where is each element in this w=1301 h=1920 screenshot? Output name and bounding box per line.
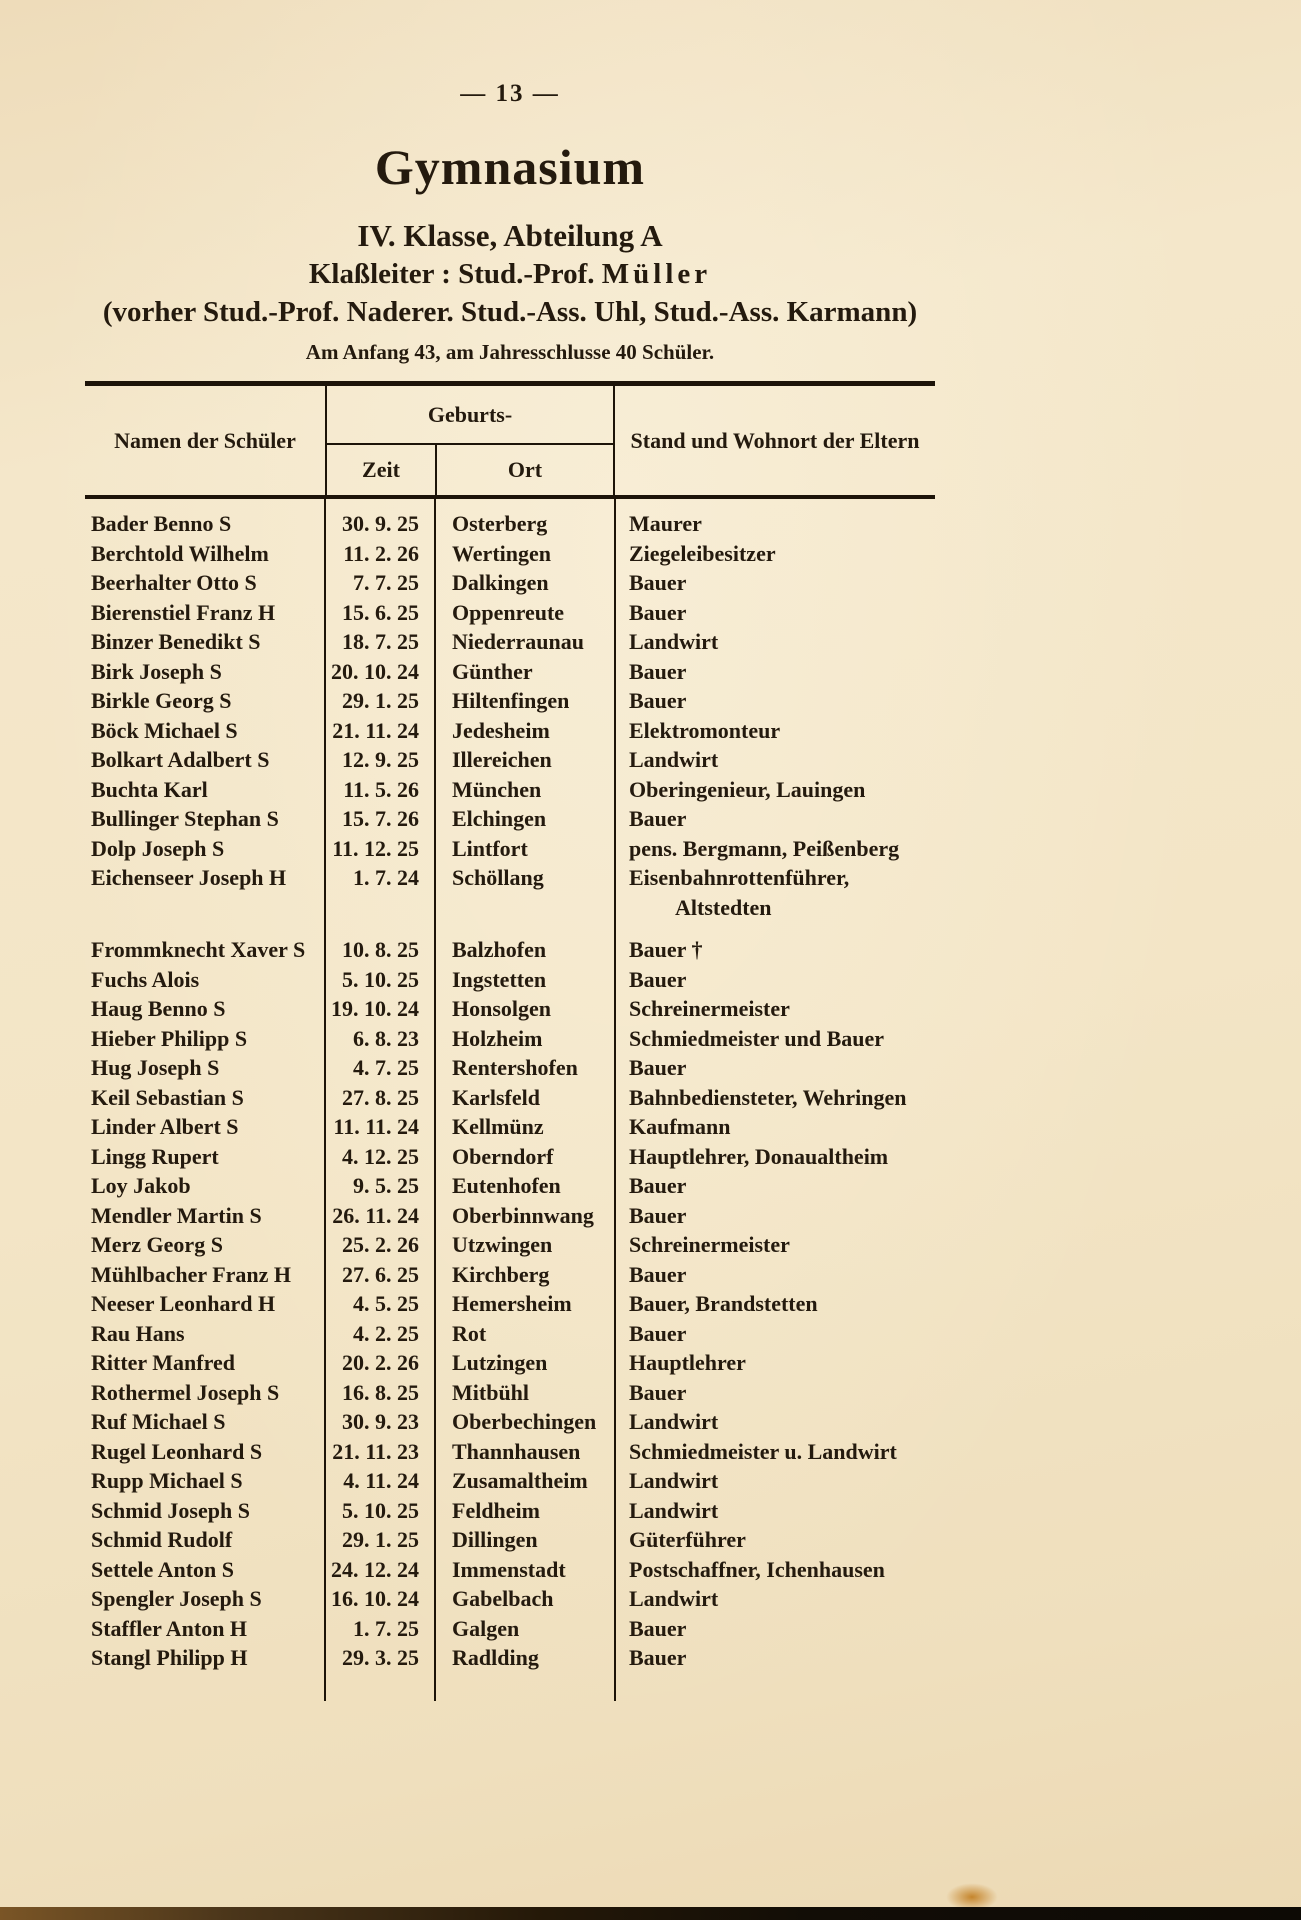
birth-date-cell: 4. 5. 25 <box>353 1291 419 1316</box>
table-row <box>85 1171 935 1201</box>
birth-place-cell: Galgen <box>452 1615 520 1641</box>
birth-date-cell: 10. 8. 25 <box>342 937 419 962</box>
birth-place-cell: Kirchberg <box>452 1261 550 1287</box>
class-subtitle: IV. Klasse, Abteilung A <box>357 218 663 253</box>
student-name-cell: Bierenstiel Franz H <box>91 599 276 625</box>
birth-date-cell: 1. 7. 24 <box>353 865 419 890</box>
parents-cell: Güterführer <box>629 1527 746 1552</box>
table-row <box>85 1348 935 1378</box>
table-row <box>85 1496 935 1526</box>
table-row <box>85 539 935 569</box>
parents-cell: Bauer <box>629 1173 687 1198</box>
birth-place-cell: Ingstetten <box>452 966 547 992</box>
birth-place-cell: Wertingen <box>452 540 551 566</box>
table-row <box>85 657 935 687</box>
birth-date-cell: 29. 1. 25 <box>342 688 419 713</box>
birth-place-cell: Gabelbach <box>452 1586 554 1611</box>
birth-place-cell: Karlsfeld <box>452 1084 540 1110</box>
birth-place-cell: München <box>452 776 542 802</box>
table-row <box>85 1584 935 1614</box>
birth-place-cell: Osterberg <box>452 511 548 536</box>
birth-date-cell: 11. 2. 26 <box>343 540 419 566</box>
student-name-cell: Hug Joseph S <box>91 1055 220 1080</box>
birth-date-cell: 24. 12. 24 <box>331 1556 419 1582</box>
student-name-cell: Ritter Manfred <box>91 1350 235 1375</box>
student-name-cell: Loy Jakob <box>91 1173 191 1198</box>
table-row <box>85 627 935 657</box>
table-row <box>85 1289 935 1319</box>
parents-cell: Bauer <box>629 658 687 684</box>
parents-cell: Kaufmann <box>629 1114 731 1139</box>
student-name-cell: Bader Benno S <box>91 511 232 536</box>
birth-date-cell: 15. 6. 25 <box>342 599 419 625</box>
birth-date-cell: 20. 2. 26 <box>342 1350 419 1375</box>
table-row <box>85 1260 935 1290</box>
birth-date-cell: 6. 8. 23 <box>353 1025 419 1051</box>
table-row <box>85 1437 935 1467</box>
birth-place-cell: Utzwingen <box>452 1232 553 1257</box>
table-row <box>85 509 935 539</box>
birth-place-cell: Balzhofen <box>452 937 547 962</box>
birth-date-cell: 4. 7. 25 <box>353 1055 419 1080</box>
parents-cell: Hauptlehrer, Donaualtheim <box>629 1143 889 1169</box>
table-row <box>85 1053 935 1083</box>
column-rule <box>434 499 436 1701</box>
class-teacher-name: Müller <box>601 258 712 290</box>
birth-date-cell: 5. 10. 25 <box>342 966 419 992</box>
table-row <box>85 935 935 965</box>
student-name-cell: Spengler Joseph S <box>91 1586 262 1611</box>
student-name-cell: Berchtold Wilhelm <box>91 540 269 566</box>
table-row <box>85 568 935 598</box>
birth-place-cell: Illereichen <box>452 747 552 772</box>
birth-place-cell: Honsolgen <box>452 996 552 1021</box>
page-content <box>85 0 935 1920</box>
student-name-cell: Stangl Philipp H <box>91 1645 248 1670</box>
parents-cell: Schmiedmeister u. Landwirt <box>629 1438 897 1464</box>
scan-edge-shadow <box>0 1907 1301 1920</box>
student-name-cell: Ruf Michael S <box>91 1409 226 1434</box>
table-row <box>85 804 935 834</box>
column-header-birth-time: Zeit <box>327 445 437 495</box>
table-row <box>85 716 935 746</box>
birth-date-cell: 12. 9. 25 <box>342 747 419 772</box>
student-count-line: Am Anfang 43, am Jahresschlusse 40 Schüler. <box>305 340 715 364</box>
student-name-cell: Merz Georg S <box>91 1232 223 1257</box>
table-row <box>85 1466 935 1496</box>
student-name-cell: Staffler Anton H <box>91 1615 248 1641</box>
parents-cell: Bauer <box>629 688 687 713</box>
doc-title: Gymnasium <box>374 139 646 195</box>
birth-date-cell: 19. 10. 24 <box>331 996 419 1021</box>
parents-cell: Landwirt <box>629 1497 719 1523</box>
page-number: — 13 — <box>460 80 560 107</box>
birth-date-cell: 26. 11. 24 <box>332 1202 419 1228</box>
birth-subcolumns <box>327 445 613 495</box>
student-name-cell: Buchta Karl <box>91 776 208 802</box>
birth-date-cell: 21. 11. 24 <box>332 717 419 743</box>
table-row <box>85 775 935 805</box>
student-name-cell: Bolkart Adalbert S <box>91 747 270 772</box>
student-name-cell: Schmid Rudolf <box>91 1527 233 1552</box>
student-name-cell: Neeser Leonhard H <box>91 1291 276 1316</box>
table-row <box>85 1319 935 1349</box>
birth-date-cell: 30. 9. 23 <box>342 1409 419 1434</box>
birth-place-cell: Lintfort <box>452 835 528 861</box>
parents-cell: Schreinermeister <box>629 1232 790 1257</box>
parents-cell: Bauer <box>629 806 687 831</box>
parents-cell: Bauer <box>629 1320 687 1346</box>
student-name-cell: Böck Michael S <box>91 717 238 743</box>
table-row <box>85 1407 935 1437</box>
student-name-cell: Eichenseer Joseph H <box>91 865 287 890</box>
student-name-cell: Hieber Philipp S <box>91 1025 248 1051</box>
student-name-cell: Rothermel Joseph S <box>91 1379 280 1405</box>
table-body <box>85 499 935 1701</box>
parents-cell: Landwirt <box>629 629 719 654</box>
birth-date-cell: 4. 2. 25 <box>353 1320 419 1346</box>
birth-place-cell: Holzheim <box>452 1025 543 1051</box>
birth-date-cell: 21. 11. 23 <box>332 1438 419 1464</box>
birth-date-cell: 4. 12. 25 <box>342 1143 419 1169</box>
birth-date-cell: 20. 10. 24 <box>331 658 419 684</box>
birth-date-cell: 7. 7. 25 <box>353 570 419 595</box>
birth-place-cell: Kellmünz <box>452 1114 544 1139</box>
parents-cell: Ziegeleibesitzer <box>629 540 776 566</box>
table-row <box>85 1201 935 1231</box>
table-row <box>85 1643 935 1673</box>
birth-date-cell: 11. 12. 25 <box>332 835 419 861</box>
birth-place-cell: Dalkingen <box>452 570 549 595</box>
birth-date-cell: 9. 5. 25 <box>353 1173 419 1198</box>
column-group-birth <box>325 386 615 495</box>
birth-date-cell: 27. 6. 25 <box>342 1261 419 1287</box>
table-row <box>85 1525 935 1555</box>
birth-date-cell: 27. 8. 25 <box>342 1084 419 1110</box>
birth-place-cell: Oberbechingen <box>452 1409 597 1434</box>
table-row <box>85 1112 935 1142</box>
birth-place-cell: Mitbühl <box>452 1379 530 1405</box>
birth-date-cell: 25. 2. 26 <box>342 1232 419 1257</box>
birth-date-cell: 16. 10. 24 <box>331 1586 419 1611</box>
birth-date-cell: 5. 10. 25 <box>342 1497 419 1523</box>
birth-place-cell: Elchingen <box>452 806 547 831</box>
parents-cell: Eisenbahnrottenführer, Altstedten <box>629 865 850 920</box>
birth-date-cell: 29. 3. 25 <box>342 1645 419 1670</box>
students-table <box>85 381 935 1701</box>
birth-date-cell: 30. 9. 25 <box>342 511 419 536</box>
parents-cell: Bauer, Brandstetten <box>629 1291 818 1316</box>
class-teacher-line <box>85 258 935 291</box>
table-row <box>85 1230 935 1260</box>
column-header-parents: Stand und Wohnort der Eltern <box>630 427 920 453</box>
parents-cell: Bauer <box>629 1645 687 1670</box>
birth-place-cell: Hiltenfingen <box>452 688 570 713</box>
birth-place-cell: Günther <box>452 658 533 684</box>
table-row <box>85 598 935 628</box>
parents-cell: Landwirt <box>629 747 719 772</box>
column-rule <box>324 499 326 1701</box>
table-row <box>85 1378 935 1408</box>
student-name-cell: Lingg Rupert <box>91 1143 219 1169</box>
birth-place-cell: Niederraunau <box>452 629 584 654</box>
parents-cell: Bauer <box>629 966 687 992</box>
student-name-cell: Linder Albert S <box>91 1114 239 1139</box>
table-header <box>85 381 935 499</box>
parents-cell: Elektromonteur <box>629 717 781 743</box>
birth-place-cell: Lutzingen <box>452 1350 548 1375</box>
student-name-cell: Rupp Michael S <box>91 1468 243 1493</box>
birth-date-cell: 15. 7. 26 <box>342 806 419 831</box>
column-header-names: Namen der Schüler <box>114 427 296 453</box>
birth-place-cell: Feldheim <box>452 1497 540 1523</box>
birth-place-cell: Rot <box>452 1320 487 1346</box>
parents-cell: Bauer <box>629 1261 687 1287</box>
table-row <box>85 1142 935 1172</box>
birth-date-cell: 29. 1. 25 <box>342 1527 419 1552</box>
birth-place-cell: Oppenreute <box>452 599 565 625</box>
student-name-cell: Haug Benno S <box>91 996 226 1021</box>
birth-place-cell: Schöllang <box>452 865 544 890</box>
column-header-birth-place: Ort <box>507 457 543 482</box>
parents-cell: Bahnbediensteter, Wehringen <box>629 1084 907 1110</box>
table-row <box>85 1555 935 1585</box>
column-rule <box>614 499 616 1701</box>
parents-cell: Schmiedmeister und Bauer <box>629 1025 885 1051</box>
parents-cell: Landwirt <box>629 1586 719 1611</box>
student-name-cell: Mendler Martin S <box>91 1202 262 1228</box>
parents-cell: Postschaffner, Ichenhausen <box>629 1556 885 1582</box>
birth-date-cell: 1. 7. 25 <box>353 1615 419 1641</box>
parents-cell: Bauer † <box>629 937 703 962</box>
birth-place-cell: Zusamaltheim <box>452 1468 588 1493</box>
table-row <box>85 686 935 716</box>
parents-cell: Landwirt <box>629 1409 719 1434</box>
parents-cell: Bauer <box>629 570 687 595</box>
birth-date-cell: 4. 11. 24 <box>343 1468 419 1493</box>
student-name-cell: Birk Joseph S <box>91 658 222 684</box>
student-name-cell: Mühlbacher Franz H <box>91 1261 292 1287</box>
birth-place-cell: Oberndorf <box>452 1143 554 1169</box>
birth-place-cell: Radlding <box>452 1645 539 1670</box>
student-name-cell: Fuchs Alois <box>91 966 200 992</box>
birth-place-cell: Rentershofen <box>452 1055 578 1080</box>
table-row <box>85 1024 935 1054</box>
student-name-cell: Rugel Leonhard S <box>91 1438 263 1464</box>
table-row <box>85 834 935 864</box>
table-row <box>85 863 935 922</box>
parents-cell: Bauer <box>629 599 687 625</box>
parents-cell: Schreinermeister <box>629 996 790 1021</box>
student-name-cell: Rau Hans <box>91 1320 185 1346</box>
student-name-cell: Dolp Joseph S <box>91 835 225 861</box>
birth-date-cell: 16. 8. 25 <box>342 1379 419 1405</box>
parents-cell: Maurer <box>629 511 702 536</box>
parents-cell: Oberingenieur, Lauingen <box>629 776 866 802</box>
birth-place-cell: Thannhausen <box>452 1438 581 1464</box>
student-name-cell: Settele Anton S <box>91 1556 234 1582</box>
column-header-birth-group: Geburts- <box>327 386 613 445</box>
table-row <box>85 994 935 1024</box>
birth-place-cell: Oberbinnwang <box>452 1202 594 1228</box>
birth-place-cell: Eutenhofen <box>452 1173 561 1198</box>
birth-date-cell: 11. 5. 26 <box>343 776 419 802</box>
parents-cell: Landwirt <box>629 1468 719 1493</box>
student-name-cell: Birkle Georg S <box>91 688 232 713</box>
birth-place-cell: Jedesheim <box>452 717 550 743</box>
parents-cell: Bauer <box>629 1055 687 1080</box>
student-name-cell: Schmid Joseph S <box>91 1497 250 1523</box>
table-row <box>85 1614 935 1644</box>
parents-cell: Bauer <box>629 1202 687 1228</box>
student-name-cell: Bullinger Stephan S <box>91 806 279 831</box>
table-row <box>85 745 935 775</box>
birth-place-cell: Immenstadt <box>452 1556 566 1582</box>
student-name-cell: Binzer Benedikt S <box>91 629 261 654</box>
parents-cell: Bauer <box>629 1379 687 1405</box>
student-name-cell: Frommknecht Xaver S <box>91 937 306 962</box>
class-teacher-label: Klaßleiter : Stud.-Prof. <box>308 258 595 290</box>
previous-teachers-line: (vorher Stud.-Prof. Naderer. Stud.-Ass. Uhl, Stud.-Ass. Karmann) <box>102 296 918 328</box>
birth-place-cell: Hemersheim <box>452 1291 572 1316</box>
birth-date-cell: 18. 7. 25 <box>342 629 419 654</box>
table-row <box>85 1083 935 1113</box>
parents-cell: Hauptlehrer <box>629 1350 746 1375</box>
parents-cell: pens. Bergmann, Peißenberg <box>629 835 900 861</box>
birth-place-cell: Dillingen <box>452 1527 538 1552</box>
student-name-cell: Beerhalter Otto S <box>91 570 257 595</box>
table-row <box>85 965 935 995</box>
birth-date-cell: 11. 11. 24 <box>333 1114 419 1139</box>
parents-cell: Bauer <box>629 1615 687 1641</box>
student-name-cell: Keil Sebastian S <box>91 1084 244 1110</box>
